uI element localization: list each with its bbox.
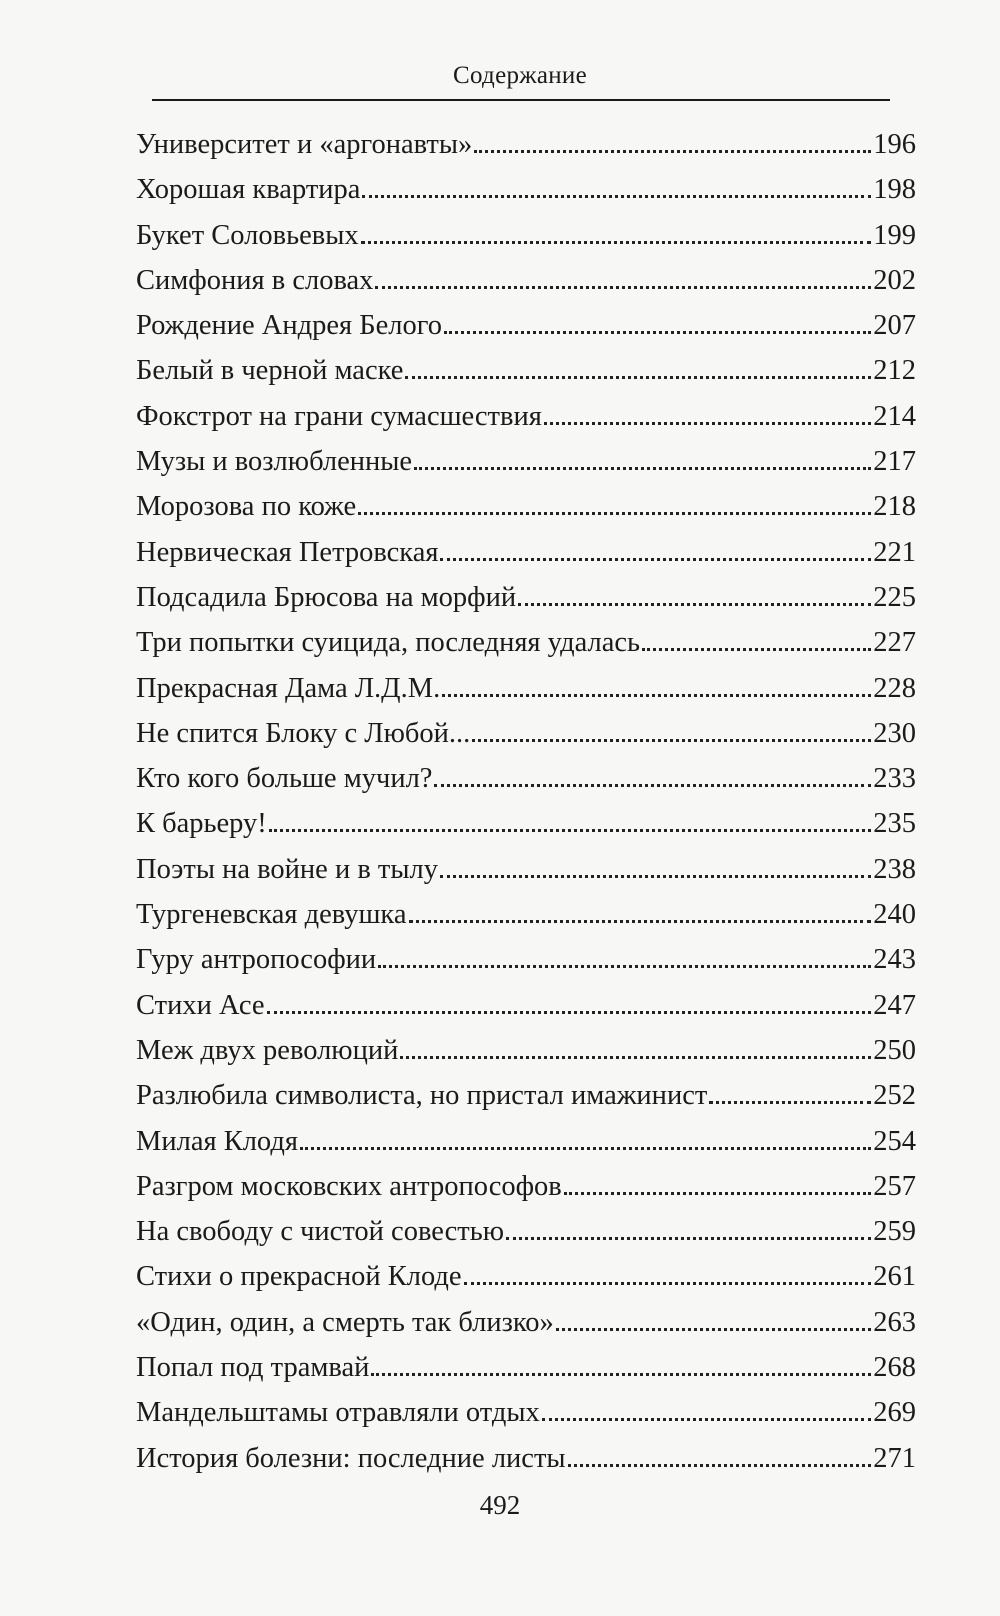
toc-entry [136, 1390, 916, 1435]
toc-entry-page: 196 [873, 129, 916, 160]
toc-entry-page: 240 [873, 899, 916, 931]
dot-leader [440, 875, 871, 878]
toc-entry-page: 202 [873, 264, 916, 296]
toc-entry [136, 711, 916, 756]
toc-entry-page: 233 [873, 763, 916, 795]
toc-entry [136, 1028, 916, 1073]
toc-entry-title: Букет Соловьевых [136, 219, 359, 251]
dot-leader [440, 558, 871, 561]
toc-entry-title: Музы и возлюбленные [136, 446, 413, 478]
toc-entry-page: 263 [873, 1306, 916, 1338]
toc-entry [136, 1345, 916, 1390]
toc-entry-page: 221 [873, 536, 916, 568]
toc-entry-page: 269 [873, 1397, 916, 1429]
dot-leader [409, 920, 872, 923]
dot-leader [434, 784, 871, 787]
toc-entry-page: 225 [873, 581, 916, 613]
toc-entry-page: 254 [873, 1125, 916, 1157]
running-head-title: Содержание [453, 62, 587, 89]
toc-entry-page: 271 [873, 1442, 916, 1474]
dot-leader [358, 512, 871, 515]
page-number: 492 [479, 1490, 521, 1520]
toc-entry-page: 228 [873, 672, 916, 704]
toc-entry-title: Три попытки суицида, последняя удалась [136, 627, 641, 659]
dot-leader [269, 829, 871, 832]
toc-entry-title: Симфония в словах [136, 264, 374, 296]
toc-entry [136, 213, 916, 258]
dot-leader [371, 1373, 871, 1376]
toc-entry-title: На свободу с чистой совестью [136, 1216, 504, 1248]
toc-entry-title: К барьеру! [136, 808, 267, 840]
toc-entry [136, 258, 916, 303]
toc-entry [136, 1119, 916, 1164]
toc-entry [136, 892, 916, 937]
toc-entry-title: Разлюбила символиста, но пристал имажинист [136, 1080, 708, 1112]
toc-entry [136, 530, 916, 575]
dot-leader [378, 965, 871, 968]
toc-entry-title: Попал под трамвай [136, 1352, 370, 1384]
dot-leader [564, 1192, 871, 1195]
toc-entry [136, 394, 916, 439]
toc-entry-page: 199 [873, 219, 916, 251]
toc-entry-title: «Один, один, а смерть так близко» [136, 1306, 554, 1338]
toc-entry [136, 847, 916, 892]
toc-entry-page: 247 [873, 989, 916, 1021]
toc-entry-title: Белый в черной маске [136, 355, 404, 387]
toc-entry-page: 243 [873, 944, 916, 976]
table-of-contents [136, 122, 916, 1481]
dot-leader [544, 422, 871, 425]
toc-entry [136, 666, 916, 711]
dot-leader [400, 1056, 871, 1059]
toc-entry [136, 484, 916, 529]
toc-entry-page: 227 [873, 627, 916, 659]
toc-entry-page: 238 [873, 853, 916, 885]
header-rule [152, 99, 890, 101]
toc-entry [136, 167, 916, 212]
toc-entry-page: 212 [873, 355, 916, 387]
toc-entry-page: 218 [873, 491, 916, 523]
dot-leader [444, 331, 871, 334]
toc-entry [136, 303, 916, 348]
toc-entry-title: Тургеневская девушка [136, 899, 407, 931]
toc-entry [136, 620, 916, 665]
toc-entry [136, 122, 916, 167]
dot-leader [709, 1101, 871, 1104]
toc-entry [136, 937, 916, 982]
dot-leader [414, 467, 871, 470]
toc-entry-title: Подсадила Брюсова на морфий [136, 581, 517, 613]
toc-entry-title: Нервическая Петровская [136, 536, 439, 568]
toc-entry-title: Разгром московских антропософов [136, 1170, 562, 1202]
toc-entry-page: 259 [873, 1216, 916, 1248]
dot-leader [472, 739, 871, 742]
toc-entry-title: Университет и «аргонавты» [136, 129, 473, 160]
toc-entry-title: Гуру антропософии [136, 944, 377, 976]
toc-entry-title: Милая Клодя [136, 1125, 298, 1157]
dot-leader [474, 150, 871, 153]
toc-entry [136, 1209, 916, 1254]
toc-entry-title: Кто кого больше мучил? [136, 763, 433, 795]
toc-entry [136, 983, 916, 1028]
dot-leader [405, 376, 871, 379]
toc-entry-title: Прекрасная Дама Л.Д.М. [136, 672, 441, 704]
dot-leader [375, 286, 871, 289]
toc-entry-title: Мандельштамы отравляли отдых [136, 1397, 540, 1429]
dot-leader [442, 694, 871, 697]
toc-entry [136, 348, 916, 393]
toc-entry-page: 257 [873, 1170, 916, 1202]
dot-leader [362, 195, 871, 198]
dot-leader [518, 603, 871, 606]
toc-entry-title: История болезни: последние листы [136, 1442, 566, 1474]
toc-entry [136, 1254, 916, 1299]
toc-entry-title: Стихи о прекрасной Клоде [136, 1261, 462, 1293]
toc-entry [136, 756, 916, 801]
toc-entry-page: 217 [873, 446, 916, 478]
dot-leader [542, 1418, 871, 1421]
toc-entry [136, 575, 916, 620]
toc-entry [136, 801, 916, 846]
toc-entry-page: 261 [873, 1261, 916, 1293]
toc-entry-page: 230 [873, 717, 916, 749]
dot-leader [464, 1282, 872, 1285]
toc-entry-page: 214 [873, 400, 916, 432]
toc-entry-title: Меж двух революций [136, 1034, 399, 1066]
toc-entry-page: 268 [873, 1352, 916, 1384]
dot-leader [568, 1464, 872, 1467]
toc-entry-page: 207 [873, 310, 916, 342]
toc-entry-page: 250 [873, 1034, 916, 1066]
dot-leader [506, 1237, 871, 1240]
dot-leader [642, 648, 871, 651]
dot-leader [556, 1328, 871, 1331]
toc-entry-title: Фокстрот на грани сумасшествия [136, 400, 542, 432]
toc-entry-title: Хорошая квартира [136, 174, 361, 206]
toc-entry [136, 439, 916, 484]
toc-entry [136, 1436, 916, 1481]
toc-entry-title: Стихи Асе [136, 989, 265, 1021]
toc-entry-title: Морозова по коже [136, 491, 357, 523]
dot-leader [361, 241, 872, 244]
toc-entry [136, 1073, 916, 1118]
dot-leader [267, 1011, 872, 1014]
dot-leader [300, 1147, 871, 1150]
toc-entry-title: Не спится Блоку с Любой... [136, 717, 471, 749]
toc-entry-page: 252 [873, 1080, 916, 1112]
toc-entry-title: Поэты на войне и в тылу [136, 853, 438, 885]
toc-entry [136, 1164, 916, 1209]
toc-entry-page: 235 [873, 808, 916, 840]
toc-entry [136, 1300, 916, 1345]
toc-entry-title: Рождение Андрея Белого [136, 310, 442, 342]
toc-entry-page: 198 [873, 174, 916, 206]
